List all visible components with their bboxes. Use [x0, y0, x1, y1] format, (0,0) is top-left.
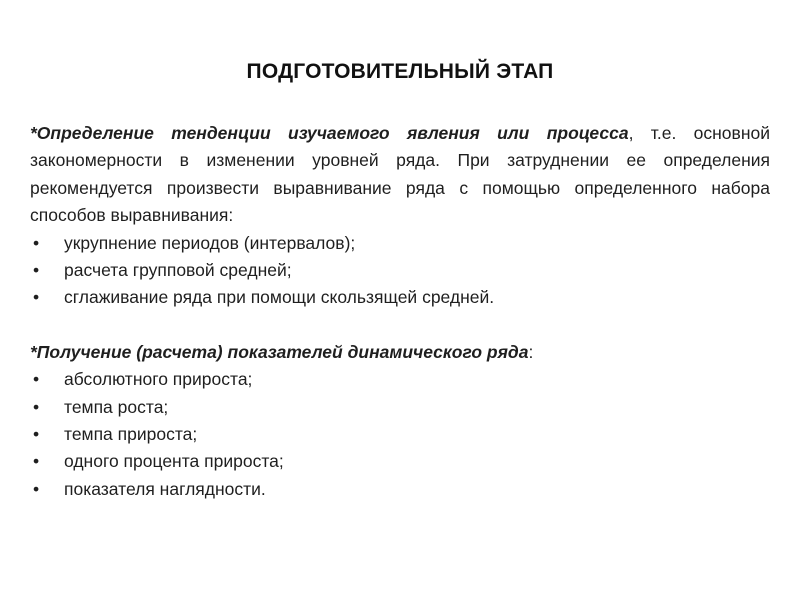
section-2-paragraph — [30, 339, 770, 366]
section-2-list — [30, 366, 770, 503]
list-item — [30, 448, 770, 475]
list-item-text: укрупнение периодов (интервалов); — [64, 232, 356, 253]
list-item — [30, 366, 770, 393]
list-item-text: абсолютного прироста; — [64, 369, 253, 390]
bullet-icon: • — [33, 396, 40, 417]
section-1-paragraph — [30, 120, 770, 230]
section-1-text: , т.е. основной закономерности в изменении уровней ряда. При затруднении ее определения рекомендуется произвести выравнивание ряда с помощью определенного набора способов выравнивания: — [30, 123, 771, 226]
list-item-text: расчета групповой средней; — [64, 260, 292, 281]
bullet-icon: • — [33, 260, 40, 281]
bullet-icon: • — [33, 369, 40, 390]
bullet-icon: • — [33, 451, 40, 472]
list-item-text: показателя наглядности. — [64, 478, 266, 499]
bullet-icon: • — [33, 424, 40, 445]
list-item-text: темпа роста; — [64, 396, 169, 417]
section-1-heading: *Определение тенденции изучаемого явления или процесса — [30, 123, 629, 143]
list-item — [30, 476, 770, 503]
bullet-icon: • — [33, 287, 40, 308]
spacer — [30, 312, 770, 339]
list-item-text: сглаживание ряда при помощи скользящей средней. — [64, 287, 495, 308]
list-item — [30, 394, 770, 421]
section-2-text: : — [528, 341, 534, 362]
section-1-list — [30, 230, 770, 312]
list-item — [30, 230, 770, 257]
section-2-heading: *Получение (расчета) показателей динамического ряда — [30, 341, 529, 362]
slide-title: ПОДГОТОВИТЕЛЬНЫЙ ЭТАП — [246, 60, 554, 83]
list-item — [30, 257, 770, 284]
list-item-text: темпа прироста; — [64, 424, 198, 445]
list-item-text: одного процента прироста; — [64, 451, 284, 472]
list-item — [30, 421, 770, 448]
bullet-icon: • — [33, 478, 40, 499]
slide-content — [30, 120, 770, 503]
bullet-icon: • — [33, 232, 40, 253]
list-item — [30, 284, 770, 311]
